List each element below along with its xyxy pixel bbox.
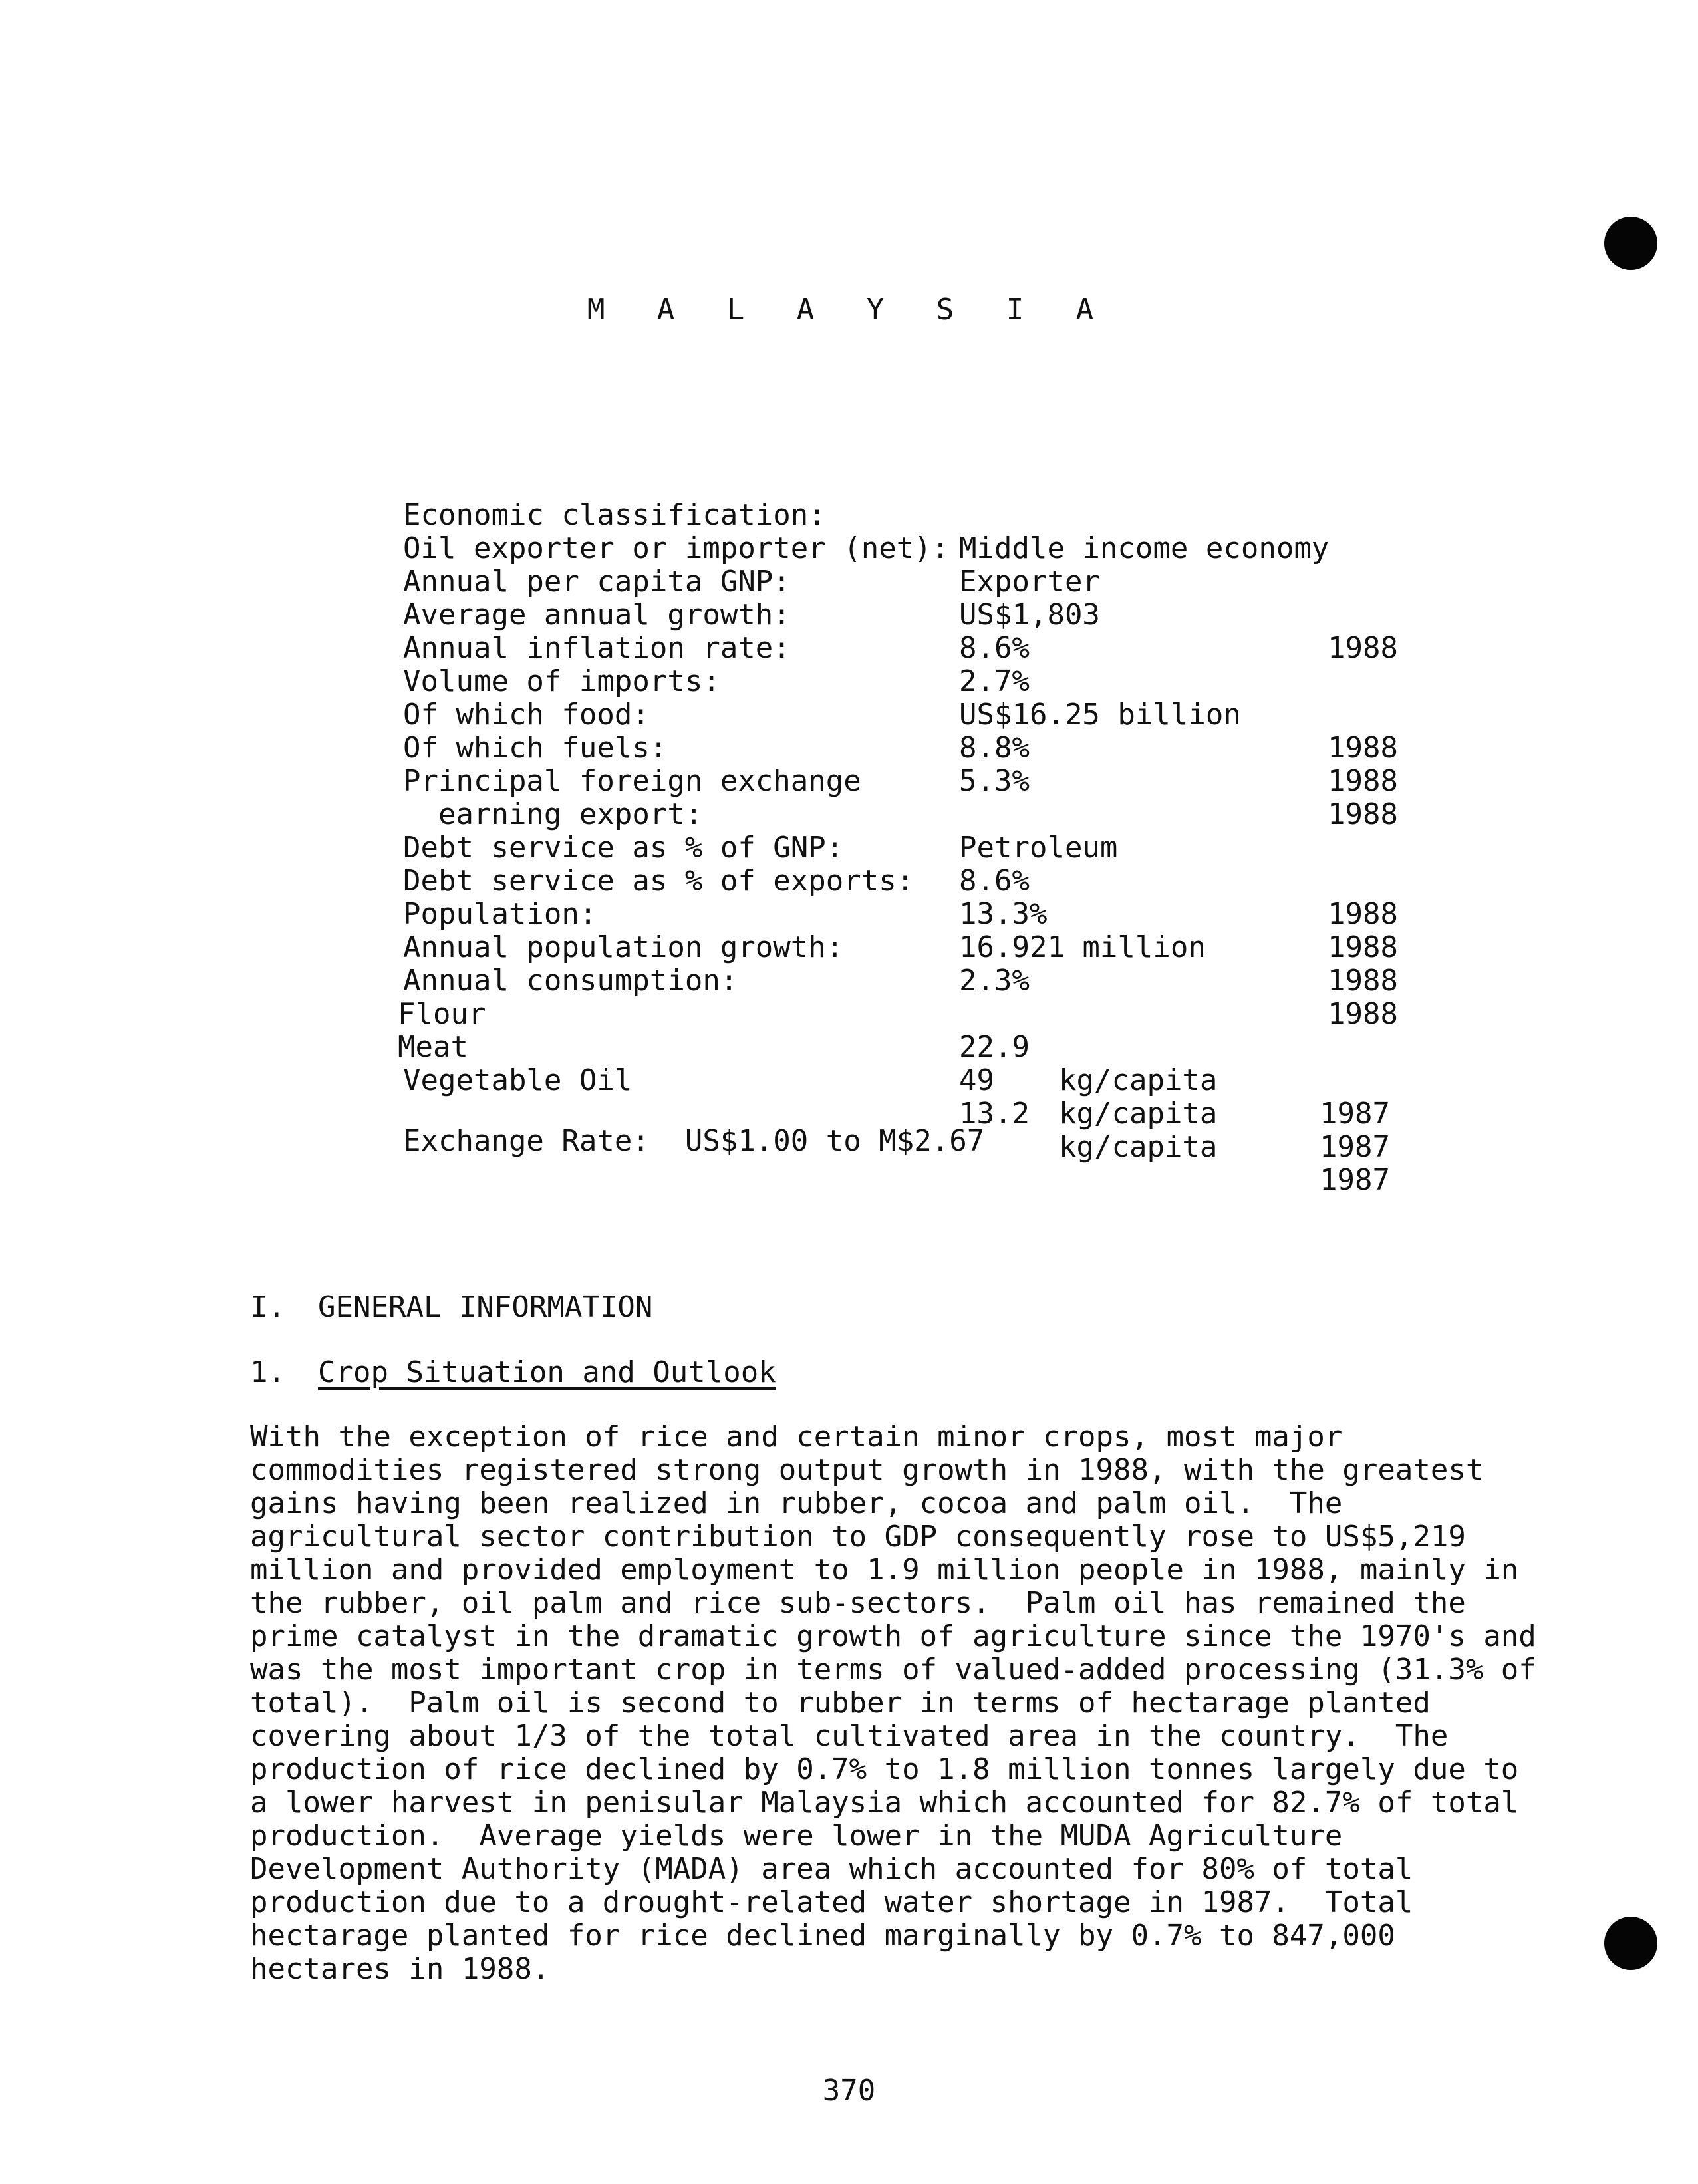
fact-year: 1988 <box>1328 731 1398 765</box>
page-title: M A L A Y S I A <box>587 293 1111 327</box>
paragraph-line: was the most important crop in terms of valued-added processing (31.3% of <box>250 1653 1536 1687</box>
fact-label: Annual per capita GNP: <box>403 565 791 599</box>
fact-label: Of which food: <box>403 698 650 732</box>
fact-value: 8.8% <box>959 731 1030 765</box>
subsection-heading <box>250 1355 776 1389</box>
fact-value: Petroleum <box>959 831 1118 865</box>
fact-year: 1988 <box>1328 930 1398 964</box>
fact-value: 8.6% <box>959 864 1030 898</box>
paragraph-line: Development Authority (MADA) area which accounted for 80% of total <box>250 1852 1413 1886</box>
fact-value: 16.921 million <box>959 930 1206 964</box>
fact-value: 8.6% <box>959 631 1030 665</box>
fact-label: Principal foreign exchange <box>403 764 861 798</box>
paragraph-line: production. Average yields were lower in the MUDA Agriculture <box>250 1819 1343 1853</box>
fact-value: 5.3% <box>959 764 1030 798</box>
consumption-unit: kg/capita <box>1059 1130 1218 1164</box>
fact-label: Annual consumption: <box>403 964 738 998</box>
paragraph-line: the rubber, oil palm and rice sub-sectors. Palm oil has remained the <box>250 1586 1466 1620</box>
consumption-amount: 49 <box>959 1063 994 1097</box>
fact-label: Economic classification: <box>403 498 826 532</box>
consumption-year: 1987 <box>1320 1097 1390 1131</box>
fact-label: Debt service as % of GNP: <box>403 831 844 865</box>
consumption-unit: kg/capita <box>1059 1063 1218 1097</box>
punch-hole-mark <box>1604 217 1657 270</box>
section-title: GENERAL INFORMATION <box>318 1290 653 1324</box>
paragraph-line: production of rice declined by 0.7% to 1.8 million tonnes largely due to <box>250 1752 1519 1786</box>
consumption-year: 1987 <box>1320 1130 1390 1164</box>
paragraph-line: covering about 1/3 of the total cultivated area in the country. The <box>250 1719 1449 1753</box>
fact-value: 2.3% <box>959 964 1030 998</box>
page-number: 370 <box>822 2074 876 2108</box>
paragraph-line: hectarage planted for rice declined marginally by 0.7% to 847,000 <box>250 1919 1395 1953</box>
consumption-item: Meat <box>398 1030 468 1064</box>
consumption-unit: kg/capita <box>1059 1097 1218 1131</box>
fact-year: 1988 <box>1328 964 1398 998</box>
fact-value: Middle income economy <box>959 531 1330 565</box>
subsection-title: Crop Situation and Outlook <box>318 1355 776 1389</box>
paragraph-line: agricultural sector contribution to GDP consequently rose to US$5,219 <box>250 1520 1466 1554</box>
fact-year: 1988 <box>1328 797 1398 831</box>
paragraph-line: production due to a drought-related water shortage in 1987. Total <box>250 1885 1413 1919</box>
paragraph-line: commodities registered strong output growth in 1988, with the greatest <box>250 1453 1484 1487</box>
paragraph-line: gains having been realized in rubber, cocoa and palm oil. The <box>250 1486 1343 1520</box>
paragraph-line: a lower harvest in penisular Malaysia which accounted for 82.7% of total <box>250 1786 1519 1820</box>
consumption-year: 1987 <box>1320 1163 1390 1197</box>
consumption-item: Flour <box>398 997 486 1031</box>
subsection-number: 1. <box>250 1355 285 1389</box>
fact-year: 1988 <box>1328 997 1398 1031</box>
fact-label: Population: <box>403 897 597 931</box>
section-heading <box>250 1290 652 1324</box>
fact-label: Oil exporter or importer (net): <box>403 531 950 565</box>
paragraph-line: With the exception of rice and certain minor crops, most major <box>250 1420 1343 1454</box>
paragraph-line: total). Palm oil is second to rubber in terms of hectarage planted <box>250 1686 1431 1720</box>
consumption-amount: 13.2 <box>959 1097 1030 1131</box>
fact-label: Debt service as % of exports: <box>403 864 915 898</box>
fact-label: earning export: <box>403 797 703 831</box>
fact-value: US$16.25 billion <box>959 698 1241 732</box>
exchange-rate: Exchange Rate: US$1.00 to M$2.67 <box>403 1124 985 1158</box>
fact-label: Volume of imports: <box>403 664 720 698</box>
fact-year: 1988 <box>1328 764 1398 798</box>
fact-year: 1988 <box>1328 897 1398 931</box>
body-paragraph <box>250 1421 1536 1986</box>
fact-value: 13.3% <box>959 897 1048 931</box>
fact-value: 2.7% <box>959 664 1030 698</box>
punch-hole-mark <box>1604 1917 1657 1970</box>
fact-label: Of which fuels: <box>403 731 668 765</box>
fact-value: US$1,803 <box>959 598 1100 632</box>
fact-value: Exporter <box>959 565 1100 599</box>
fact-label: Annual population growth: <box>403 930 844 964</box>
fact-label: Average annual growth: <box>403 598 791 632</box>
consumption-item: Vegetable Oil <box>403 1063 633 1097</box>
section-number: I. <box>250 1290 285 1324</box>
paragraph-line: prime catalyst in the dramatic growth of agriculture since the 1970's and <box>250 1619 1536 1653</box>
paragraph-line: hectares in 1988. <box>250 1952 550 1986</box>
consumption-amount: 22.9 <box>959 1030 1030 1064</box>
fact-label: Annual inflation rate: <box>403 631 791 665</box>
paragraph-line: million and provided employment to 1.9 million people in 1988, mainly in <box>250 1553 1519 1587</box>
fact-year: 1988 <box>1328 631 1398 665</box>
